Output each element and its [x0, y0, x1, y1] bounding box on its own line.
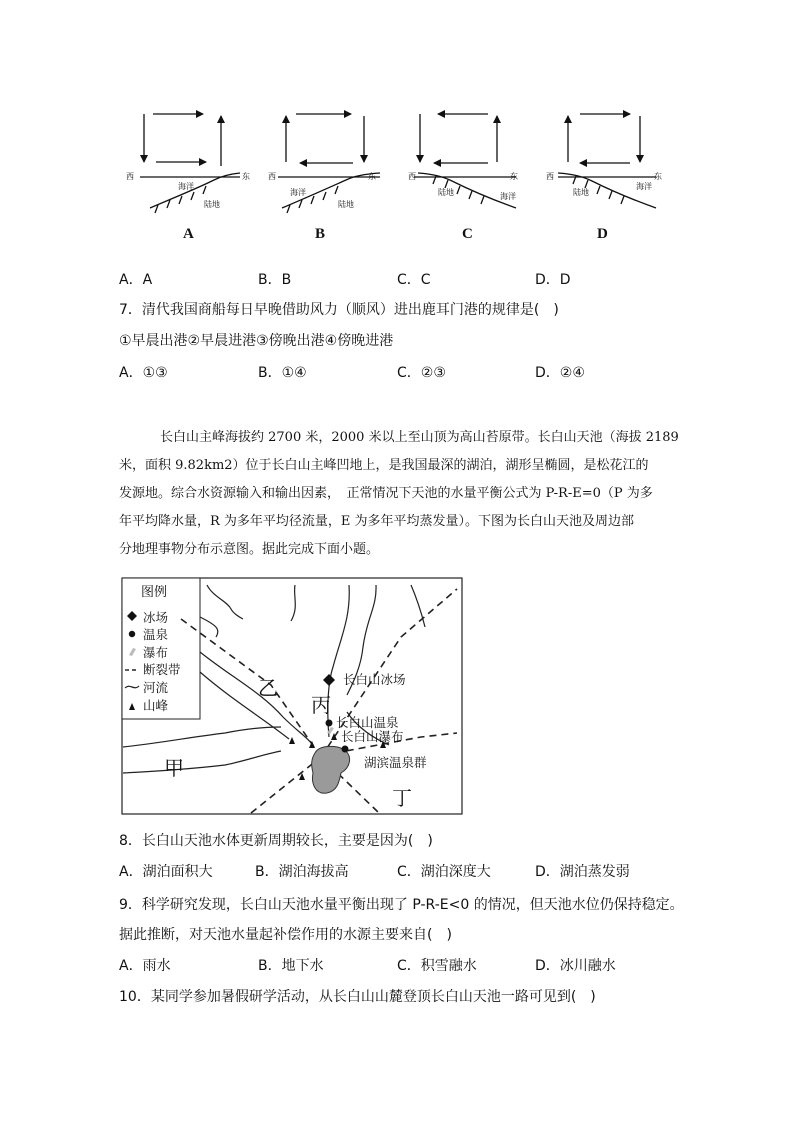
label-jia: 甲 — [164, 756, 184, 780]
label-hotspring: 长白山温泉 — [336, 715, 399, 730]
q8-option-d: D．湖泊蒸发弱 — [535, 864, 630, 880]
q6-option-a: A．A — [119, 272, 153, 288]
diagram-b-east: 东 — [368, 172, 376, 181]
diagram-b — [278, 114, 380, 213]
label-icefield: 长白山冰场 — [343, 672, 406, 687]
passage-line-2: 米，面积 9.82km2）位于长白山主峰凹地上，是我国最深的湖泊，湖形呈椭圆，是松花江的 — [119, 458, 649, 473]
q7-items: ①早晨出港②早晨进港③傍晚出港④傍晚进港 — [119, 333, 394, 349]
q7-option-b: B．①④ — [258, 365, 307, 381]
label-yi: 乙 — [258, 676, 278, 700]
q9-option-b: B．地下水 — [258, 958, 324, 974]
passage-line-4: 年平均降水量，R 为多年平均径流量，E 为多年平均蒸发量）。下图为长白山天池及周边部 — [119, 514, 635, 529]
legend-fault: 断裂带 — [143, 662, 181, 677]
circulation-diagrams — [118, 100, 678, 250]
diagram-b-label: B — [315, 226, 326, 242]
q7-option-d: D．②④ — [535, 365, 585, 381]
legend-river: 河流 — [143, 680, 169, 695]
q6-option-b: B．B — [258, 272, 292, 288]
legend-icefield: 冰场 — [143, 610, 169, 625]
changbai-map — [121, 577, 463, 815]
diagram-b-land: 陆地 — [338, 200, 354, 209]
legend-waterfall: 瀑布 — [143, 645, 169, 660]
label-waterfall: 长白山瀑布 — [341, 729, 404, 744]
diagram-a-land: 陆地 — [204, 200, 220, 209]
label-lakeside: 湖滨温泉群 — [364, 755, 427, 770]
q8-option-a: A．湖泊面积大 — [119, 864, 213, 880]
diagram-c-east: 东 — [510, 172, 518, 181]
legend-peak: 山峰 — [143, 698, 169, 713]
diagram-d-label: D — [597, 226, 608, 242]
diagram-a-label: A — [183, 226, 194, 242]
q9-stem-line-2: 据此推断，对天池水量起补偿作用的水源主要来自( ) — [119, 927, 452, 943]
passage-line-3: 发源地。综合水资源输入和输出因素， 正常情况下天池的水量平衡公式为 P-R-E=0（P 为多 — [119, 486, 653, 501]
q8-option-b: B．湖泊海拔高 — [255, 864, 349, 880]
diagram-d-east: 东 — [654, 172, 662, 181]
diagram-b-sea: 海洋 — [290, 188, 306, 197]
diagram-b-west: 西 — [268, 172, 276, 181]
diagram-a-sea: 海洋 — [178, 182, 194, 191]
passage-line-1: 长白山主峰海拔约 2700 米，2000 米以上至山顶为高山苔原带。长白山天池（海拔 2189 — [160, 430, 679, 445]
q9-option-d: D．冰川融水 — [535, 958, 616, 974]
label-ding: 丁 — [392, 786, 412, 810]
label-bing: 丙 — [311, 693, 331, 717]
q7-stem: 7．清代我国商船每日早晚借助风力（顺风）进出鹿耳门港的规律是( ) — [119, 302, 559, 318]
q6-option-c: C．C — [397, 272, 431, 288]
diagram-c-west: 西 — [408, 172, 416, 181]
passage-line-5: 分地理事物分布示意图。据此完成下面小题。 — [119, 542, 380, 557]
diagram-d-land: 陆地 — [573, 188, 589, 197]
diagram-a-west: 西 — [126, 172, 134, 181]
q9-option-a: A．雨水 — [119, 958, 171, 974]
diagram-c-sea: 海洋 — [500, 192, 516, 201]
diagram-a-east: 东 — [242, 172, 250, 181]
legend-hotspring: 温泉 — [143, 627, 169, 642]
q7-option-c: C．②③ — [397, 365, 446, 381]
q8-option-c: C．湖泊深度大 — [397, 864, 491, 880]
diagram-d-sea: 海洋 — [636, 182, 652, 191]
q8-stem: 8．长白山天池水体更新周期较长，主要是因为( ) — [119, 833, 433, 849]
q10-stem: 10．某同学参加暑假研学活动，从长白山山麓登顶长白山天池一路可见到( ) — [119, 989, 596, 1005]
q7-option-a: A．①③ — [119, 365, 168, 381]
q9-stem-line-1: 9．科学研究发现，长白山天池水量平衡出现了 P-R-E<0 的情况，但天池水位仍保持稳定。 — [119, 897, 684, 913]
diagram-c-land: 陆地 — [438, 188, 454, 197]
q9-option-c: C．积雪融水 — [397, 958, 477, 974]
legend-title: 图例 — [141, 585, 168, 600]
diagram-a — [140, 114, 240, 213]
passage — [119, 424, 679, 564]
q6-option-d: D．D — [535, 272, 571, 288]
diagram-d-west: 西 — [546, 172, 554, 181]
diagram-c-label: C — [462, 226, 473, 242]
